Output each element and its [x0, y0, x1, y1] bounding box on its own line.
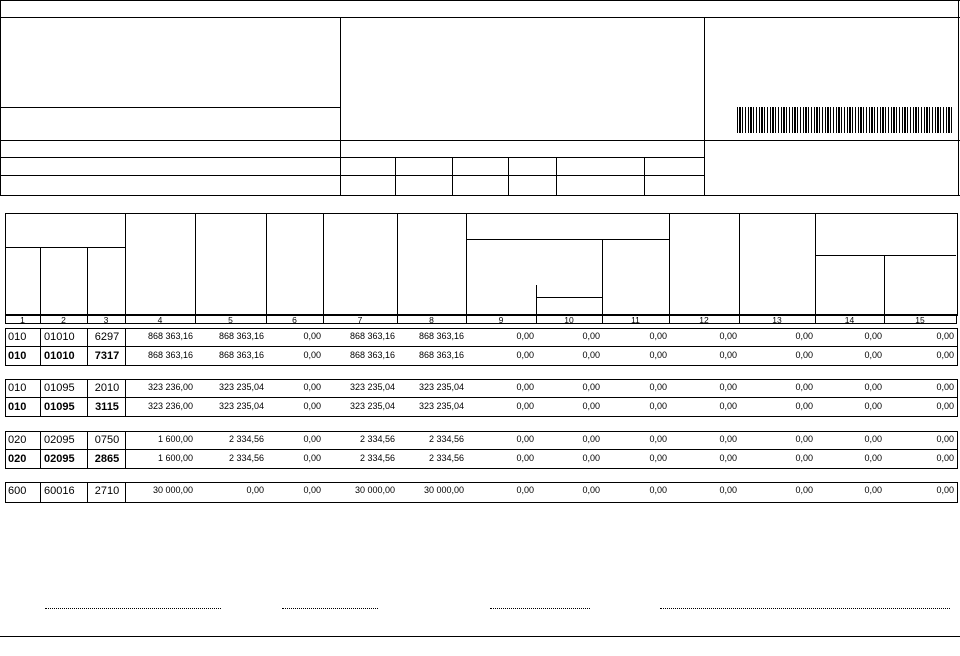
cell-c12: 0,00: [719, 453, 737, 463]
cell-c15: 0,00: [936, 434, 954, 444]
cell-c13: 0,00: [795, 434, 813, 444]
cell-dw: 30 000,00: [354, 485, 395, 495]
cell-nal: 323 235,04: [218, 382, 264, 392]
cell-zal: 0,00: [582, 350, 600, 360]
cell-nad: 0,00: [649, 485, 667, 495]
cell-c15: 0,00: [936, 331, 954, 341]
cell-ogl: 0,00: [516, 401, 534, 411]
cell-zal: 0,00: [582, 331, 600, 341]
cell-c13: 0,00: [795, 350, 813, 360]
cell-rozdzial: 60016: [44, 485, 75, 497]
column-number: 15: [915, 315, 925, 325]
cell-rozdzial: 02095: [44, 434, 75, 446]
cell-c13: 0,00: [795, 401, 813, 411]
cell-nal: 323 235,04: [218, 401, 264, 411]
cell-do: 868 363,16: [418, 331, 464, 341]
cell-do: 2 334,56: [428, 434, 464, 444]
cell-nad: 0,00: [649, 401, 667, 411]
cell-rozdzial: 02095: [44, 453, 75, 465]
cell-c14: 0,00: [864, 382, 882, 392]
cell-rozdzial: 01095: [44, 382, 75, 394]
cell-paragraf: 2865: [94, 453, 120, 465]
cell-paragraf: 3115: [95, 401, 119, 413]
cell-c12: 0,00: [719, 331, 737, 341]
cell-plan: 1 600,00: [157, 453, 193, 463]
column-number: 10: [564, 315, 574, 325]
cell-rozdzial: 01095: [44, 401, 75, 413]
cell-dzial: 010: [8, 382, 27, 394]
cell-c14: 0,00: [864, 453, 882, 463]
cell-do: 323 235,04: [418, 401, 464, 411]
cell-paragraf: 7317: [94, 350, 120, 362]
cell-do: 30 000,00: [423, 485, 464, 495]
cell-nal: 0,00: [246, 485, 264, 495]
cell-dw: 868 363,16: [349, 331, 395, 341]
cell-c15: 0,00: [936, 401, 954, 411]
column-number: 1: [20, 315, 25, 325]
column-number: 7: [357, 315, 363, 325]
column-number: 8: [429, 315, 434, 325]
cell-dw: 2 334,56: [359, 453, 395, 463]
cell-paragraf: 0750: [94, 434, 120, 446]
cell-ogl: 0,00: [516, 331, 534, 341]
cell-dzial: 010: [8, 331, 27, 343]
cell-dw: 2 334,56: [359, 434, 395, 444]
cell-plan: 868 363,16: [147, 331, 193, 341]
cell-paragraf: 6297: [94, 331, 120, 343]
cell-c12: 0,00: [719, 485, 737, 495]
cell-pot: 0,00: [303, 350, 321, 360]
column-number: 12: [699, 315, 709, 325]
cell-c12: 0,00: [719, 401, 737, 411]
cell-dzial: 010: [8, 350, 27, 362]
cell-pot: 0,00: [303, 485, 321, 495]
cell-nal: 868 363,16: [218, 331, 264, 341]
cell-paragraf: 2010: [94, 382, 120, 394]
cell-c13: 0,00: [795, 382, 813, 392]
cell-c14: 0,00: [864, 350, 882, 360]
cell-nal: 2 334,56: [228, 453, 264, 463]
column-number: 9: [498, 315, 504, 325]
cell-c14: 0,00: [864, 331, 882, 341]
cell-c15: 0,00: [936, 382, 954, 392]
barcode-image: [737, 107, 953, 133]
cell-c15: 0,00: [936, 453, 954, 463]
cell-plan: 1 600,00: [157, 434, 193, 444]
cell-do: 2 334,56: [428, 453, 464, 463]
cell-dw: 868 363,16: [349, 350, 395, 360]
cell-pot: 0,00: [303, 382, 321, 392]
cell-pot: 0,00: [303, 453, 321, 463]
cell-c13: 0,00: [795, 485, 813, 495]
cell-paragraf: 2710: [94, 485, 120, 497]
cell-pot: 0,00: [303, 401, 321, 411]
cell-c15: 0,00: [936, 350, 954, 360]
cell-nal: 868 363,16: [218, 350, 264, 360]
cell-c12: 0,00: [719, 350, 737, 360]
cell-nad: 0,00: [649, 453, 667, 463]
cell-zal: 0,00: [582, 382, 600, 392]
cell-ogl: 0,00: [516, 350, 534, 360]
cell-zal: 0,00: [582, 401, 600, 411]
cell-zal: 0,00: [582, 434, 600, 444]
cell-pot: 0,00: [303, 434, 321, 444]
cell-plan: 323 236,00: [147, 401, 193, 411]
cell-do: 323 235,04: [418, 382, 464, 392]
cell-nad: 0,00: [649, 331, 667, 341]
column-number: 4: [157, 315, 163, 325]
cell-dzial: 020: [8, 453, 27, 465]
cell-zal: 0,00: [582, 485, 600, 495]
cell-rozdzial: 01010: [44, 331, 75, 343]
cell-dzial: 010: [8, 401, 27, 413]
cell-c14: 0,00: [864, 434, 882, 444]
cell-plan: 30 000,00: [152, 485, 193, 495]
column-number: 2: [61, 315, 66, 325]
cell-c13: 0,00: [795, 453, 813, 463]
cell-c14: 0,00: [864, 401, 882, 411]
cell-ogl: 0,00: [516, 453, 534, 463]
cell-nad: 0,00: [649, 382, 667, 392]
cell-plan: 323 236,00: [147, 382, 193, 392]
cell-c13: 0,00: [795, 331, 813, 341]
cell-c14: 0,00: [864, 485, 882, 495]
cell-ogl: 0,00: [516, 382, 534, 392]
cell-dw: 323 235,04: [349, 382, 395, 392]
cell-rozdzial: 01010: [44, 350, 75, 362]
cell-ogl: 0,00: [516, 485, 534, 495]
cell-dzial: 600: [8, 485, 27, 497]
cell-zal: 0,00: [582, 453, 600, 463]
cell-ogl: 0,00: [516, 434, 534, 444]
cell-dzial: 020: [8, 434, 27, 446]
cell-dw: 323 235,04: [349, 401, 395, 411]
cell-nad: 0,00: [649, 434, 667, 444]
cell-pot: 0,00: [303, 331, 321, 341]
column-number: 13: [772, 315, 782, 325]
cell-nal: 2 334,56: [228, 434, 264, 444]
cell-c12: 0,00: [719, 382, 737, 392]
column-number: 5: [228, 315, 233, 325]
cell-do: 868 363,16: [418, 350, 464, 360]
cell-c15: 0,00: [936, 485, 954, 495]
column-number: 3: [103, 315, 109, 325]
column-number: 6: [292, 315, 297, 325]
cell-plan: 868 363,16: [147, 350, 193, 360]
cell-nad: 0,00: [649, 350, 667, 360]
cell-c12: 0,00: [719, 434, 737, 444]
column-number: 11: [631, 315, 640, 325]
column-number: 14: [844, 315, 855, 325]
